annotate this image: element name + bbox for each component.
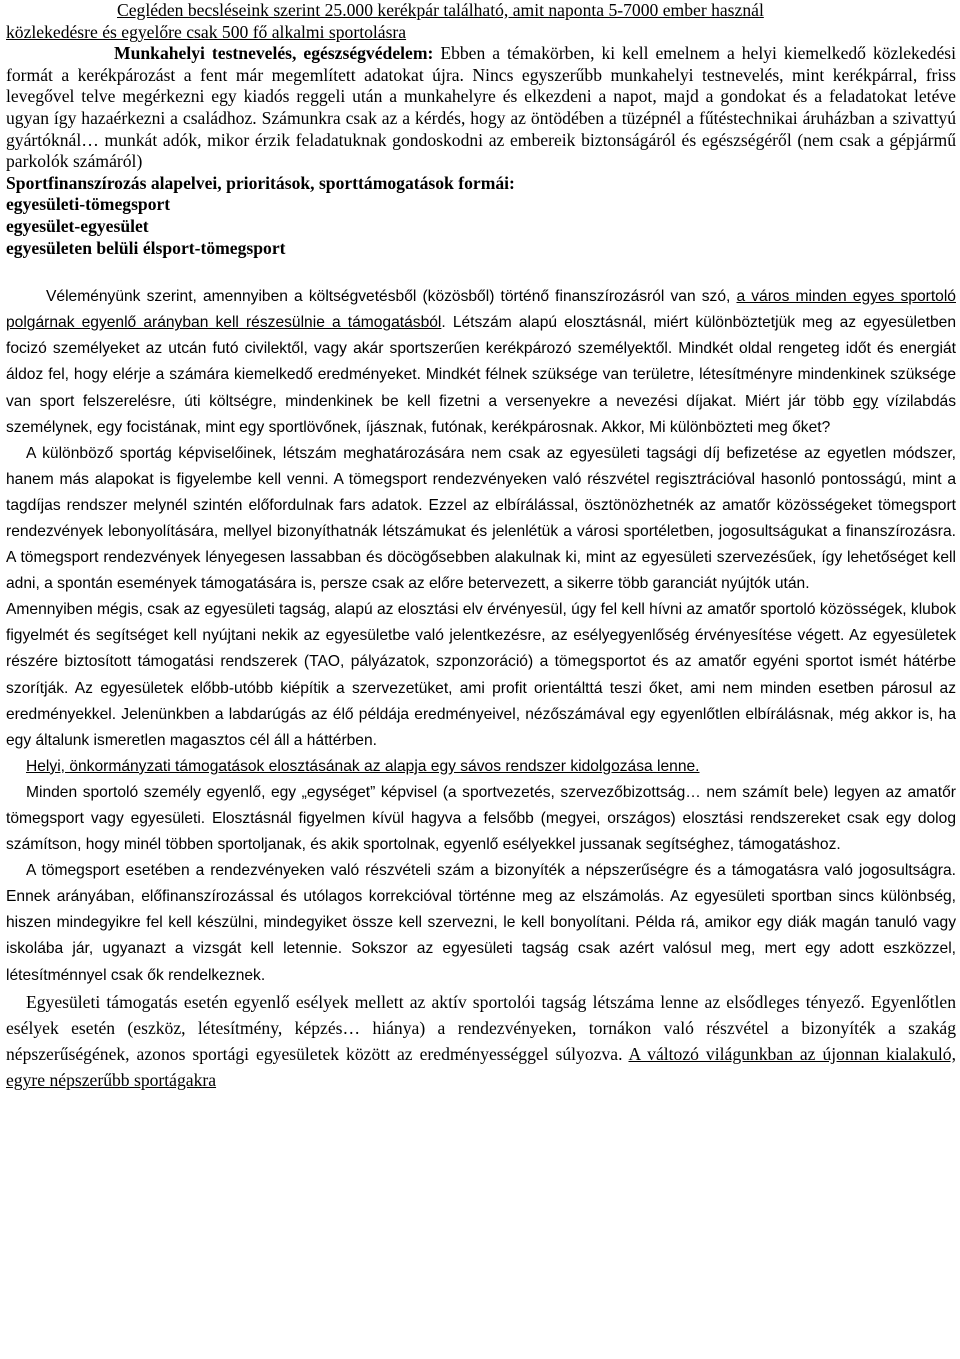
intro-line-1-text: Cegléden becsléseink szerint 25.000 kerékpár található, amit naponta 5-7000 ember használ [117,0,764,20]
paragraph-7-start: Egyesületi támogatás esetén egyenlő esélyek mellett az aktív sportolói tagság létszáma lenne az elsődleges tényező. Egyenlőtlen esélyek esetén (eszköz, létesítmény, képzés… hiánya) a rendezvényeken, tornákon való részvétel a bizonyíték a szakág népszerűségének, azonos sportági egyesületek között az eredményességgel súlyozva. [6,991,956,1064]
intro-section [6,0,956,259]
paragraph-1-underlined: a város minden egyes sportoló polgárnak egyenlő arányban kell részesülnie a támogatásból [6,288,956,332]
workplace-heading: Munkahelyi testnevelés, egészségvédelem: [114,43,434,64]
body-section [6,284,956,989]
paragraph-6: A tömegsport esetében a rendezvényeken való részvételi szám a bizonyíték a népszerűségre és a támogatásra való jogosultságra. Ennek arányában, előfinanszírozással és utólagos korrekcióval történne meg az elszámolás. Az egyesületi sportban sincs különbség, hiszen mindegyikre fel kell készülni, mindegyiket össze kell szervezni, le kell bonyolítani. Példa rá, amikor egy diák magán tanuló vagy iskolába jár, ugyanazt a vizsgát kell letennie. Sokszor az egyesületi tagság csak azért valósul meg, mert egy adott eszközzel, létesítménnyel csak ők rendelkeznek. [6,862,956,984]
intro-line-1 [6,0,956,22]
intro-line-2-text: közlekedésre és egyelőre csak 500 fő alkalmi sportolásra [6,21,407,42]
section-gap [6,259,956,284]
funding-item-1: egyesületi-tömegsport [6,194,171,215]
closing-section [6,989,956,1093]
funding-heading: Sportfinanszírozás alapelvei, prioritások, sporttámogatások formái: [6,172,515,193]
document-page [6,0,956,1093]
paragraph-7-underlined: A változó világunkban az újonnan kialakuló, egyre népszerűbb sportágakra [6,1043,956,1090]
paragraph-1-end: vízilabdás személynek, egy focistának, mint egy sportlövőnek, íjásznak, futónak, kerékpárosnak. Akkor, Mi különbözteti meg őket? [6,392,956,436]
funding-item-2: egyesület-egyesület [6,215,149,236]
funding-item-3: egyesületen belüli élsport-tömegsport [6,237,286,258]
workplace-heading-rest: Ebben a témakörben, ki kell emelnem a helyi kiemelkedő közlekedési formát a kerékpározást a fent már megemlített adatokat újra. [6,43,957,85]
paragraph-1-egy: egy [852,392,879,410]
workplace-paragraph [6,43,956,173]
paragraph-7 [6,989,956,1093]
workplace-text: Nincs egyszerűbb munkahelyi testnevelés, mint kerékpárral, friss levegővel telve megérkezni egy kiadós reggeli után a munkahelyre és elkezdeni a napot, majd a gondokat és a feladatokat letéve ugyan így hazaérkezni a családhoz. Számunkra csak az a kérdés, hogy az öntödében a tüzépnél a fűtéstechnikai áruházban a szivattyú gyártóknál… munkát adók, mikor érzik feladatuknak gondoskodni az embereik biztonságáról és egészségéről (nem csak a gépjármű parkolók számáról) [6,64,956,172]
paragraph-1-rest: . Létszám alapú elosztásnál, miért különböztetjük meg az egyesületben focizó személyeket az utcán futó civilektől, vagy akár sportszerűen kerékpározó személyektől. Mindkét oldal rengeteg időt és energiát áldoz fel, hogy elérje a számára kiemelkedő eredményeket. Mindkét félnek szüksége van területre, létesítményre mindenkinek szüksége van sport felszerelésre, úti költségre, mindenkinek be kell fizetni a versenyekre a nevezési díjakat. Miért jár több [6,314,956,410]
paragraph-3: Amennyiben mégis, csak az egyesületi tagság, alapú az elosztási elv érvényesül, úgy fel kell hívni az amatőr sportoló közösségek, klubok figyelmét és segítséget kell nyújtani nekik az egyesületbe való jelentkezésre, az esélyegyenlőség érvényesítése végett. Az egyesületek részére biztosított támogatási rendszerek (TAO, pályázatok, szponzoráció) a tömegsportot és az amatőr egyéni sportot ismét hátérbe szorítják. Az egyesületek előbb-utóbb kiépítik a szervezetüket, ami profit orientálttá teszi őket, ami nem minden esetben párosul az eredményekkel. Jelenünkben a labdarúgás az élő példája eredményeivel, nézőszámával egy egyenlőtlen elbírálásnak, még akkor is, ha egy általunk ismeretlen magasztos cél áll a háttérben. [6,601,956,749]
paragraph-1-start: Véleményünk szerint, amennyiben a költségvetésből (közösből) történő finanszírozásról van szó, [46,288,737,306]
paragraph-5: Minden sportoló személy egyenlő, egy „egységet” képvisel (a sportvezetés, szervezőbizottság… nem számít bele) legyen az amatőr tömegsport vagy egyesületi. Elosztásnál figyelmen kívül hagyva a felsőbb (megyei, országos) elosztási rendszereket csak egy dolog számítson, hogy minél többen sportoljanak, és akik sportolnak, egyenlő esélyekkel jussanak segítséghez, támogatáshoz. [6,783,956,854]
intro-line-2 [6,22,956,44]
paragraph-1 [6,284,956,441]
paragraph-4 [6,754,956,780]
paragraph-2: A különböző sportág képviselőinek, létszám meghatározására nem csak az egyesületi tagsági díj befizetése az egyetlen módszer, hanem más alapokat is figyelembe kell venni. A tömegsport rendezvényeken való részvétel regisztrációval hasonló pontosságú, mint a tagdíjas rendszer melynél szintén előfordulnak fars adatok. Ezzel az elbírálással, ösztönözhetnék az amatőr közösségeket tömegsport rendezvények lebonyolítására, mellyel bizonyíthatnák létszámukat és jelenlétük a városi sportéletben, jogosultságukat a finanszírozásra. A tömegsport rendezvények lényegesen lassabban és döcögősebben alakulnak ki, mint az egyesületi szervezésűek, így lehetőséget kell adni, a spontán események támogatására is, persze csak az előre betervezett, a sikerre több garanciát nyújtók után. [6,444,956,593]
paragraph-4-underlined: Helyi, önkormányzati támogatások elosztásának az alapja egy sávos rendszer kidolgozása lenne. [26,757,700,775]
